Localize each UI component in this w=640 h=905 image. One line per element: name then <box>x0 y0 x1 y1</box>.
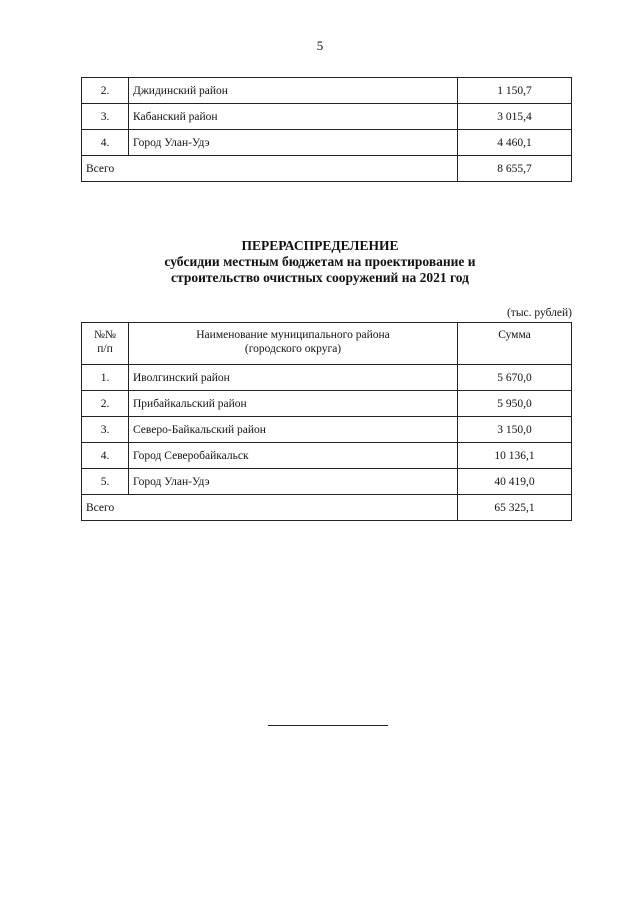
title-line-2: субсидии местным бюджетам на проектирование и <box>164 254 476 269</box>
table-row <box>82 391 572 417</box>
district-name: Город Улан-Удэ <box>129 130 458 156</box>
row-number: 2. <box>82 78 129 104</box>
row-number: 3. <box>82 104 129 130</box>
page-number: 5 <box>316 38 324 53</box>
header-name-line-1: Наименование муниципального района <box>196 329 390 341</box>
row-number: 4. <box>82 443 129 469</box>
row-number: 2. <box>82 391 129 417</box>
header-name-line-2: (городского округа) <box>244 343 342 355</box>
document-title <box>0 238 640 286</box>
district-name: Иволгинский район <box>129 365 458 391</box>
total-row <box>82 495 572 521</box>
header-number-line-2: п/п <box>97 343 113 355</box>
table-row <box>82 130 572 156</box>
allocation-table-continued <box>81 77 572 182</box>
total-label: Всего <box>82 156 458 182</box>
district-name: Джидинский район <box>129 78 458 104</box>
district-name: Город Северобайкальск <box>129 443 458 469</box>
amount: 5 670,0 <box>458 365 572 391</box>
total-label: Всего <box>82 495 458 521</box>
title-line-1: ПЕРЕРАСПРЕДЕЛЕНИЕ <box>241 238 399 253</box>
allocation-table <box>81 322 572 521</box>
table-row <box>82 443 572 469</box>
row-number: 5. <box>82 469 129 495</box>
row-number: 1. <box>82 365 129 391</box>
district-name: Прибайкальский район <box>129 391 458 417</box>
district-name: Город Улан-Удэ <box>129 469 458 495</box>
table-row <box>82 78 572 104</box>
header-number-line-1: №№ <box>94 329 116 341</box>
table-row <box>82 365 572 391</box>
table-row <box>82 469 572 495</box>
amount: 3 150,0 <box>458 417 572 443</box>
amount: 5 950,0 <box>458 391 572 417</box>
district-name: Северо-Байкальский район <box>129 417 458 443</box>
total-amount: 65 325,1 <box>458 495 572 521</box>
amount: 4 460,1 <box>458 130 572 156</box>
table-row <box>82 417 572 443</box>
title-line-3: строительство очистных сооружений на 2021 год <box>171 270 469 285</box>
header-number <box>82 323 129 365</box>
units-note: (тыс. рублей) <box>506 307 572 319</box>
row-number: 3. <box>82 417 129 443</box>
header-sum: Сумма <box>458 323 572 365</box>
end-divider <box>268 725 388 726</box>
amount: 3 015,4 <box>458 104 572 130</box>
amount: 10 136,1 <box>458 443 572 469</box>
table-row <box>82 104 572 130</box>
amount: 1 150,7 <box>458 78 572 104</box>
total-row <box>82 156 572 182</box>
table-header-row <box>82 323 572 365</box>
row-number: 4. <box>82 130 129 156</box>
district-name: Кабанский район <box>129 104 458 130</box>
header-name <box>129 323 458 365</box>
total-amount: 8 655,7 <box>458 156 572 182</box>
amount: 40 419,0 <box>458 469 572 495</box>
